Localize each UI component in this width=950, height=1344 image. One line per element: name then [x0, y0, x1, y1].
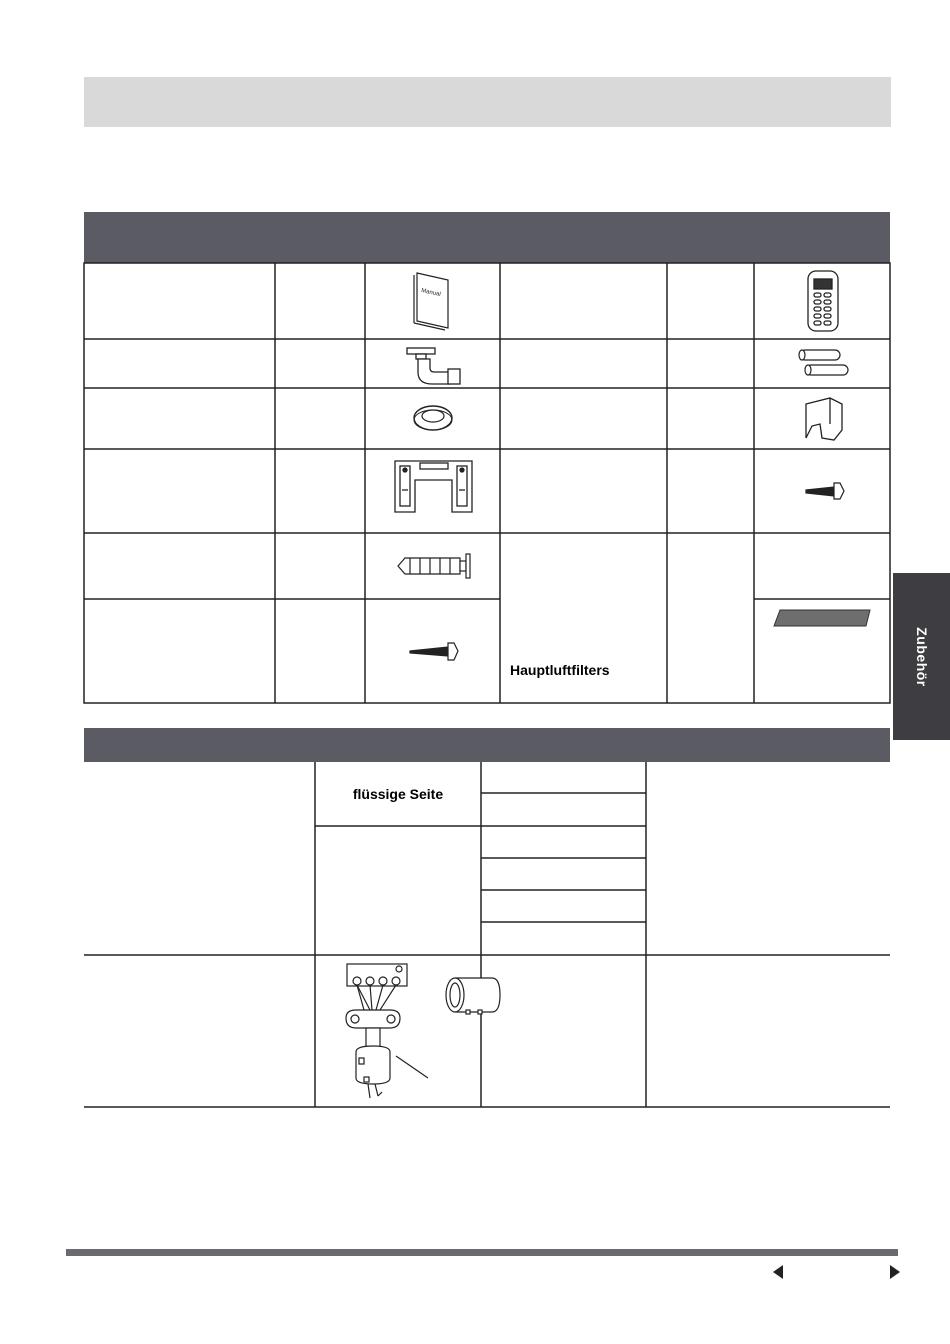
side-tab-label: Zubehör — [913, 626, 930, 687]
connection-table-header — [84, 728, 890, 762]
terminal-block-icon — [346, 964, 428, 1098]
liquid-side-label: flüssige Seite — [352, 786, 444, 802]
previous-page-arrow-icon[interactable] — [771, 1264, 785, 1280]
footer-rule — [66, 1249, 898, 1256]
magnetic-ring-icon — [446, 978, 500, 1014]
side-tab — [893, 573, 950, 740]
manual-cover-label: Manual — [420, 288, 442, 298]
next-page-arrow-icon[interactable] — [888, 1264, 902, 1280]
filter-label: Hauptluftfilters — [510, 662, 610, 678]
